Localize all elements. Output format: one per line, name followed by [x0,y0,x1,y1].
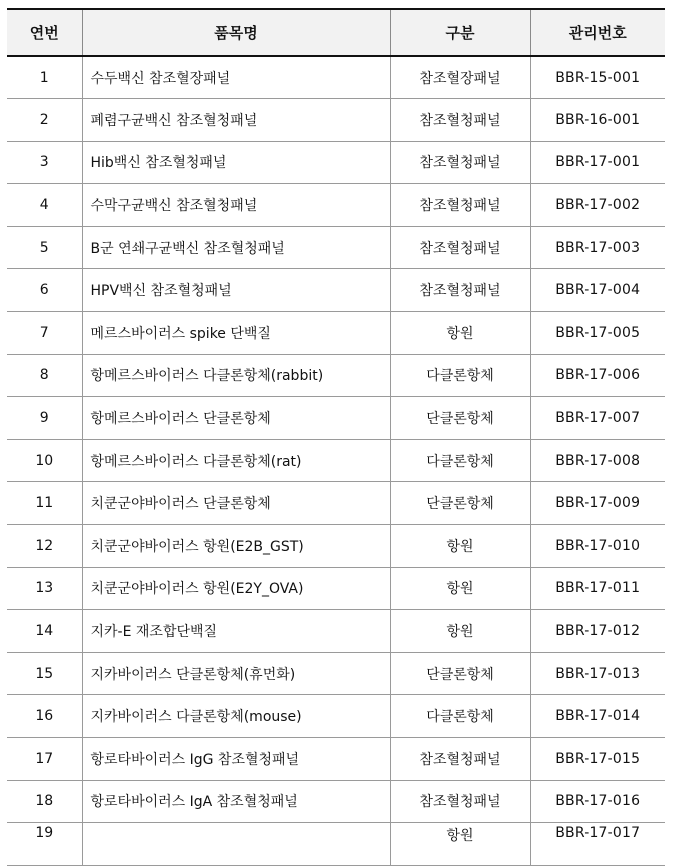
category-cell: 단클론항체 [390,397,530,440]
item-name-cell [82,823,390,866]
table-row [7,184,665,227]
management-number-cell: BBR-17-004 [530,269,665,312]
category-cell: 참조혈청패널 [390,184,530,227]
management-number-cell: BBR-17-017 [530,823,665,866]
item-name-cell: 수막구균백신 참조혈청패널 [82,184,390,227]
management-number-cell: BBR-17-002 [530,184,665,227]
management-number-cell: BBR-17-003 [530,226,665,269]
serial-number-cell: 19 [7,823,82,866]
category-cell: 단클론항체 [390,482,530,525]
item-name-cell: 치쿤군야바이러스 단클론항체 [82,482,390,525]
category-cell: 참조혈청패널 [390,141,530,184]
table-row [7,780,665,823]
management-number-cell: BBR-17-016 [530,780,665,823]
category-cell: 항원 [390,823,530,866]
category-cell: 참조혈청패널 [390,99,530,142]
management-number-cell: BBR-17-010 [530,525,665,568]
item-name-cell: 항메르스바이러스 단클론항체 [82,397,390,440]
management-number-cell: BBR-17-015 [530,738,665,781]
table-row [7,439,665,482]
category-cell: 참조혈청패널 [390,780,530,823]
table-row [7,99,665,142]
table-row [7,397,665,440]
item-name-cell: 메르스바이러스 spike 단백질 [82,312,390,355]
item-name-cell: 항메르스바이러스 다클론항체(rabbit) [82,354,390,397]
table-row [7,610,665,653]
table-row [7,269,665,312]
serial-number-cell: 4 [7,184,82,227]
category-cell: 항원 [390,610,530,653]
management-number-cell: BBR-17-006 [530,354,665,397]
category-cell: 참조혈청패널 [390,738,530,781]
table-row [7,738,665,781]
header-row [7,9,665,56]
serial-number-cell: 2 [7,99,82,142]
item-name-cell: 치쿤군야바이러스 항원(E2B_GST) [82,525,390,568]
category-cell: 다클론항체 [390,354,530,397]
item-name-cell: 폐렴구균백신 참조혈청패널 [82,99,390,142]
item-name-cell: 치쿤군야바이러스 항원(E2Y_OVA) [82,567,390,610]
serial-number-cell: 6 [7,269,82,312]
category-cell: 참조혈청패널 [390,269,530,312]
management-number-cell: BBR-17-011 [530,567,665,610]
item-name-cell: HPV백신 참조혈청패널 [82,269,390,312]
serial-number-cell: 18 [7,780,82,823]
category-cell: 참조혈장패널 [390,56,530,99]
serial-number-cell: 1 [7,56,82,99]
table-row [7,652,665,695]
management-number-cell: BBR-15-001 [530,56,665,99]
serial-number-cell: 9 [7,397,82,440]
serial-number-cell: 5 [7,226,82,269]
header-item-name: 품목명 [82,9,390,56]
management-number-cell: BBR-17-007 [530,397,665,440]
table-row [7,354,665,397]
table-row [7,56,665,99]
management-number-cell: BBR-17-014 [530,695,665,738]
management-number-cell: BBR-17-001 [530,141,665,184]
serial-number-cell: 8 [7,354,82,397]
management-number-cell: BBR-16-001 [530,99,665,142]
reference-material-table [7,8,665,866]
serial-number-cell: 15 [7,652,82,695]
item-name-cell: 지카-E 재조합단백질 [82,610,390,653]
table-row [7,482,665,525]
item-name-cell: Hib백신 참조혈청패널 [82,141,390,184]
item-name-cell: B군 연쇄구균백신 참조혈청패널 [82,226,390,269]
table-row [7,695,665,738]
table-row [7,312,665,355]
table-row [7,141,665,184]
table-row [7,567,665,610]
management-number-cell: BBR-17-012 [530,610,665,653]
category-cell: 항원 [390,312,530,355]
item-name-cell: 지카바이러스 단클론항체(휴먼화) [82,652,390,695]
serial-number-cell: 11 [7,482,82,525]
serial-number-cell: 13 [7,567,82,610]
serial-number-cell: 10 [7,439,82,482]
category-cell: 다클론항체 [390,695,530,738]
category-cell: 참조혈청패널 [390,226,530,269]
category-cell: 항원 [390,567,530,610]
serial-number-cell: 16 [7,695,82,738]
serial-number-cell: 17 [7,738,82,781]
item-name-cell: 항메르스바이러스 다클론항체(rat) [82,439,390,482]
item-name-cell: 항로타바이러스 IgA 참조혈청패널 [82,780,390,823]
item-name-cell: 지카바이러스 다클론항체(mouse) [82,695,390,738]
management-number-cell: BBR-17-009 [530,482,665,525]
category-cell: 단클론항체 [390,652,530,695]
table-row [7,525,665,568]
header-management-number: 관리번호 [530,9,665,56]
serial-number-cell: 7 [7,312,82,355]
category-cell: 다클론항체 [390,439,530,482]
serial-number-cell: 3 [7,141,82,184]
table-body [7,56,665,865]
management-number-cell: BBR-17-008 [530,439,665,482]
item-name-cell: 수두백신 참조혈장패널 [82,56,390,99]
reference-material-table-container [7,8,665,866]
table-header [7,9,665,56]
header-serial-number: 연번 [7,9,82,56]
management-number-cell: BBR-17-005 [530,312,665,355]
serial-number-cell: 14 [7,610,82,653]
serial-number-cell: 12 [7,525,82,568]
table-row [7,226,665,269]
management-number-cell: BBR-17-013 [530,652,665,695]
table-row [7,823,665,866]
category-cell: 항원 [390,525,530,568]
item-name-cell: 항로타바이러스 IgG 참조혈청패널 [82,738,390,781]
header-category: 구분 [390,9,530,56]
